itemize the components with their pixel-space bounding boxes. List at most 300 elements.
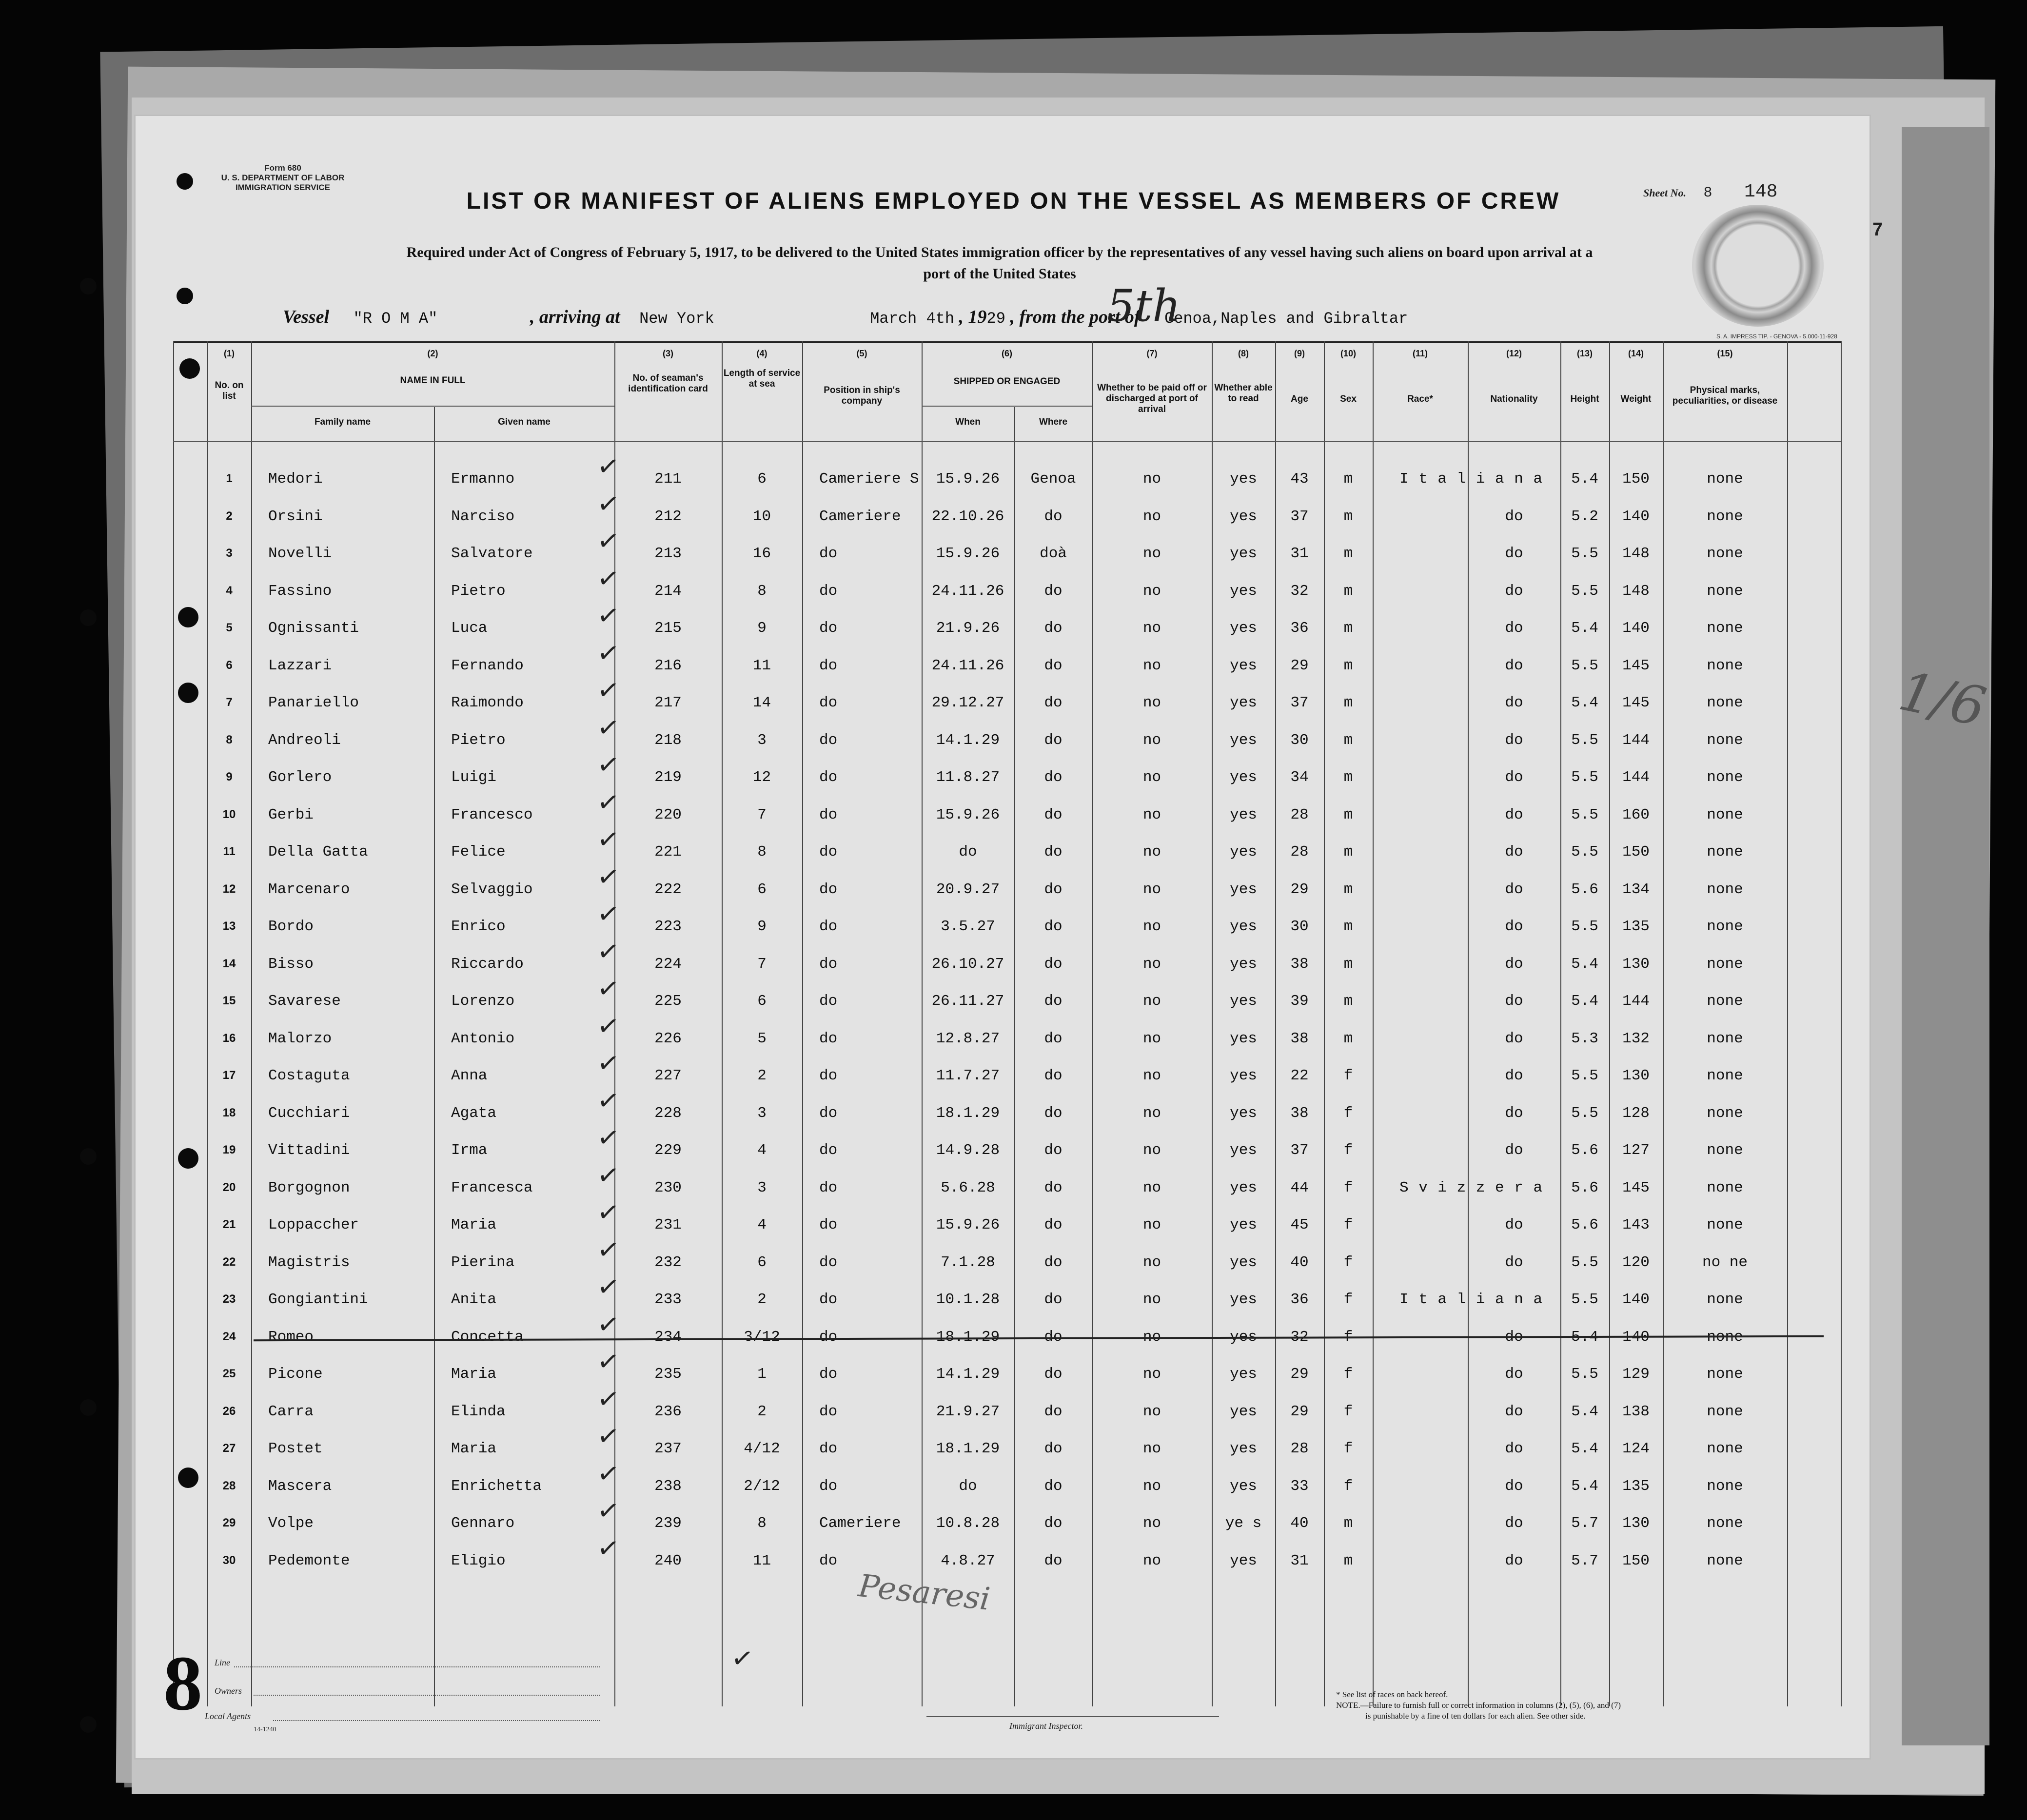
cell-age: 32 (1290, 583, 1309, 600)
cell-race: I t a l i a n a (1399, 1291, 1543, 1308)
line-field (234, 1666, 600, 1667)
cell-paid: no (1142, 1030, 1161, 1047)
cell-nationality: do (1505, 508, 1523, 525)
cell-read: yes (1230, 657, 1257, 674)
cell-position: do (819, 694, 838, 711)
cell-family: Gerbi (268, 806, 314, 823)
check-mark-icon: ✓ (595, 1009, 622, 1043)
cell-length: 6 (757, 993, 767, 1010)
cell-sex: m (1343, 956, 1353, 973)
cell-read: yes (1230, 1552, 1257, 1569)
cell-paid: no (1142, 1552, 1161, 1569)
cell-age: 30 (1290, 732, 1309, 749)
header-shipped-engaged: SHIPPED OR ENGAGED (953, 376, 1061, 387)
cell-when: 22.10.26 (931, 508, 1004, 525)
cell-read: yes (1230, 694, 1257, 711)
cell-when: 11.8.27 (936, 769, 1000, 786)
check-mark-icon: ✓ (595, 1494, 622, 1527)
header-length-of-service: Length of service at sea (723, 368, 801, 389)
cell-card: 227 (654, 1067, 682, 1084)
cell-height: 5.5 (1571, 545, 1598, 562)
cell-marks: none (1707, 545, 1743, 562)
cell-length: 3 (757, 1179, 767, 1196)
punch-hole-icon (80, 1148, 97, 1165)
cell-race: I t a l i a n a (1399, 470, 1543, 488)
cell-length: 4/12 (744, 1440, 780, 1457)
cell-length: 8 (757, 843, 767, 861)
vessel-name: "R O M A" (353, 310, 438, 328)
cell-sex: f (1343, 1291, 1353, 1308)
cell-where: do (1044, 694, 1063, 711)
cell-where: do (1044, 1254, 1063, 1271)
cell-read: yes (1230, 470, 1257, 488)
cell-read: ye s (1225, 1515, 1262, 1532)
footnote (1336, 1689, 1824, 1722)
cell-card: 237 (654, 1440, 682, 1457)
cell-card: 211 (654, 470, 682, 488)
cell-height: 5.5 (1571, 843, 1598, 861)
owners-field (254, 1695, 600, 1696)
cell-given: Pietro (451, 732, 506, 749)
cell-age: 40 (1290, 1515, 1309, 1532)
cell-weight: 140 (1622, 508, 1650, 525)
cell-height: 5.4 (1571, 694, 1598, 711)
cell-weight: 144 (1622, 993, 1650, 1010)
cell-marks: none (1707, 1552, 1743, 1569)
cell-no: 13 (222, 920, 236, 933)
cell-marks: none (1707, 1105, 1743, 1122)
cell-given: Elinda (451, 1403, 506, 1420)
cell-read: yes (1230, 806, 1257, 823)
cell-paid: no (1142, 1142, 1161, 1159)
page-title: LIST OR MANIFEST OF ALIENS EMPLOYED ON THE VESSEL AS MEMBERS OF CREW (466, 188, 1561, 214)
cell-card: 215 (654, 620, 682, 637)
cell-where: do (1044, 1366, 1063, 1383)
cell-length: 16 (752, 545, 771, 562)
cell-when: do (959, 843, 977, 861)
cell-marks: none (1707, 508, 1743, 525)
cell-paid: no (1142, 993, 1161, 1010)
cell-paid: no (1142, 1067, 1161, 1084)
cell-sex: m (1343, 694, 1353, 711)
header-height: Height (1570, 394, 1599, 404)
check-mark-icon: ✓ (595, 524, 622, 558)
cell-given: Irma (451, 1142, 488, 1159)
cell-given: Narciso (451, 508, 515, 525)
cell-weight: 134 (1622, 881, 1650, 898)
cell-position: do (819, 1030, 838, 1047)
cell-age: 31 (1290, 545, 1309, 562)
cell-where: do (1044, 1403, 1063, 1420)
cell-position: do (819, 1552, 838, 1569)
punch-hole-icon (177, 173, 193, 190)
cell-no: 30 (222, 1554, 236, 1567)
cell-read: yes (1230, 1030, 1257, 1047)
cell-card: 238 (654, 1478, 682, 1495)
arrival-date: March 4th (870, 310, 955, 328)
column-rule (1373, 341, 1374, 1706)
form-code: 14-1240 (254, 1726, 276, 1733)
cell-position: do (819, 1478, 838, 1495)
cell-height: 5.2 (1571, 508, 1598, 525)
cell-height: 5.5 (1571, 657, 1598, 674)
cell-when: 10.1.28 (936, 1291, 1000, 1308)
column-number: (15) (1717, 349, 1733, 358)
cell-where: do (1044, 1067, 1063, 1084)
column-number: (1) (224, 349, 235, 358)
cell-weight: 144 (1622, 769, 1650, 786)
cell-sex: m (1343, 918, 1353, 935)
cell-family: Medori (268, 470, 323, 488)
cell-nationality: do (1505, 993, 1523, 1010)
header-rule (922, 406, 1092, 407)
cell-nationality: do (1505, 1440, 1523, 1457)
column-number: (12) (1506, 349, 1522, 358)
cell-marks: none (1707, 1366, 1743, 1383)
cell-card: 222 (654, 881, 682, 898)
cell-height: 5.6 (1571, 881, 1598, 898)
cell-sex: m (1343, 769, 1353, 786)
cell-when: 5.6.28 (941, 1179, 995, 1196)
cell-nationality: do (1505, 1329, 1523, 1346)
cell-sex: m (1343, 732, 1353, 749)
cell-weight: 127 (1622, 1142, 1650, 1159)
cell-weight: 130 (1622, 956, 1650, 973)
cell-where: do (1044, 918, 1063, 935)
arrival-year: 29 (986, 310, 1005, 328)
cell-height: 5.5 (1571, 1366, 1598, 1383)
cell-age: 32 (1290, 1329, 1309, 1346)
paper-stack-edge (1902, 127, 1989, 1745)
cell-given: Eligio (451, 1552, 506, 1569)
check-mark-icon: ✓ (595, 1270, 622, 1304)
cell-sex: m (1343, 1552, 1353, 1569)
cell-where: do (1044, 1515, 1063, 1532)
cell-position: do (819, 881, 838, 898)
cell-card: 225 (654, 993, 682, 1010)
cell-when: 10.8.28 (936, 1515, 1000, 1532)
cell-card: 239 (654, 1515, 682, 1532)
cell-sex: f (1343, 1440, 1353, 1457)
column-number: (11) (1412, 349, 1428, 358)
cell-nationality: do (1505, 769, 1523, 786)
cell-read: yes (1230, 769, 1257, 786)
column-number: (14) (1628, 349, 1644, 358)
cell-sex: f (1343, 1067, 1353, 1084)
cell-marks: none (1707, 620, 1743, 637)
check-mark-icon: ✓ (595, 1233, 622, 1267)
cell-length: 14 (752, 694, 771, 711)
cell-read: yes (1230, 918, 1257, 935)
cell-marks: none (1707, 1030, 1743, 1047)
cell-marks: none (1707, 470, 1743, 488)
cell-family: Bisso (268, 956, 314, 973)
cell-card: 235 (654, 1366, 682, 1383)
cell-card: 236 (654, 1403, 682, 1420)
cell-nationality: do (1505, 918, 1523, 935)
cell-length: 7 (757, 806, 767, 823)
cell-when: 20.9.27 (936, 881, 1000, 898)
cell-given: Riccardo (451, 956, 524, 973)
cell-marks: none (1707, 843, 1743, 861)
cell-where: do (1044, 583, 1063, 600)
cell-paid: no (1142, 1515, 1161, 1532)
cell-weight: 132 (1622, 1030, 1650, 1047)
cell-age: 45 (1290, 1216, 1309, 1233)
check-mark-icon: ✓ (595, 487, 622, 521)
cell-no: 26 (222, 1405, 236, 1418)
cell-no: 21 (222, 1218, 236, 1231)
cell-read: yes (1230, 1142, 1257, 1159)
cell-marks: none (1707, 1142, 1743, 1159)
cell-length: 3/12 (744, 1329, 780, 1346)
cell-card: 219 (654, 769, 682, 786)
cell-age: 38 (1290, 1030, 1309, 1047)
cell-length: 2 (757, 1291, 767, 1308)
cell-no: 28 (222, 1479, 236, 1492)
cell-where: do (1044, 1216, 1063, 1233)
check-mark-icon: ✓ (595, 822, 622, 856)
cell-given: Selvaggio (451, 881, 533, 898)
cell-marks: none (1707, 583, 1743, 600)
cell-paid: no (1142, 583, 1161, 600)
cell-sex: f (1343, 1142, 1353, 1159)
check-mark-icon: ✓ (595, 748, 622, 782)
cell-family: Magistris (268, 1254, 350, 1271)
header-name-in-full: NAME IN FULL (400, 375, 466, 386)
cell-height: 5.4 (1571, 470, 1598, 488)
cell-family: Panariello (268, 694, 359, 711)
column-number: (7) (1146, 349, 1158, 358)
cell-position: do (819, 1366, 838, 1383)
cell-nationality: do (1505, 620, 1523, 637)
cell-age: 43 (1290, 470, 1309, 488)
cell-weight: 130 (1622, 1515, 1650, 1532)
column-number: (6) (1002, 349, 1012, 358)
cell-sex: f (1343, 1105, 1353, 1122)
cell-given: Gennaro (451, 1515, 515, 1532)
cell-given: Luca (451, 620, 488, 637)
cell-age: 36 (1290, 620, 1309, 637)
cell-position: do (819, 1291, 838, 1308)
header-paid-off: Whether to be paid off or discharged at port of arrival (1097, 383, 1207, 414)
punch-hole-icon (80, 1399, 97, 1416)
cell-marks: none (1707, 1440, 1743, 1457)
cell-weight: 138 (1622, 1403, 1650, 1420)
vessel-label: Vessel (283, 307, 329, 327)
cell-nationality: do (1505, 1366, 1523, 1383)
cell-no: 6 (226, 659, 233, 672)
cell-age: 39 (1290, 993, 1309, 1010)
cell-where: do (1044, 881, 1063, 898)
check-mark-icon: ✓ (595, 599, 622, 632)
cell-sex: m (1343, 470, 1353, 488)
cell-age: 28 (1290, 1440, 1309, 1457)
cell-height: 5.5 (1571, 583, 1598, 600)
cell-length: 11 (752, 1552, 771, 1569)
cell-where: do (1044, 1440, 1063, 1457)
cell-given: Anna (451, 1067, 488, 1084)
cell-marks: none (1707, 1329, 1743, 1346)
cell-paid: no (1142, 1440, 1161, 1457)
cell-age: 29 (1290, 1366, 1309, 1383)
cell-position: do (819, 1216, 838, 1233)
cell-weight: 140 (1622, 620, 1650, 637)
cell-card: 224 (654, 956, 682, 973)
cell-sex: f (1343, 1478, 1353, 1495)
cell-length: 2 (757, 1067, 767, 1084)
cell-card: 233 (654, 1291, 682, 1308)
cell-nationality: do (1505, 583, 1523, 600)
cell-paid: no (1142, 769, 1161, 786)
cell-when: 15.9.26 (936, 806, 1000, 823)
column-rule (1841, 341, 1842, 1706)
cell-when: 11.7.27 (936, 1067, 1000, 1084)
cell-card: 230 (654, 1179, 682, 1196)
vessel-line (283, 306, 1408, 328)
cell-position: do (819, 1440, 838, 1457)
arrival-port: New York (639, 310, 714, 328)
cell-nationality: do (1505, 806, 1523, 823)
cell-family: Gorlero (268, 769, 332, 786)
cell-nationality: do (1505, 1067, 1523, 1084)
column-rule (251, 341, 252, 1706)
column-number: (5) (856, 349, 867, 358)
cell-family: Andreoli (268, 732, 341, 749)
cell-family: Novelli (268, 545, 332, 562)
cell-paid: no (1142, 843, 1161, 861)
cell-position: Cameriere S (819, 470, 919, 488)
cell-nationality: do (1505, 843, 1523, 861)
cell-marks: none (1707, 769, 1743, 786)
cell-nationality: do (1505, 956, 1523, 973)
cell-sex: m (1343, 806, 1353, 823)
cell-when: 14.1.29 (936, 732, 1000, 749)
cell-sex: f (1343, 1366, 1353, 1383)
service-name: IMMIGRATION SERVICE (236, 183, 330, 192)
cell-paid: no (1142, 1216, 1161, 1233)
column-number: (13) (1576, 349, 1593, 358)
cell-read: yes (1230, 1329, 1257, 1346)
cell-length: 8 (757, 583, 767, 600)
cell-length: 12 (752, 769, 771, 786)
cell-when: 24.11.26 (931, 657, 1004, 674)
check-mark-icon: ✓ (595, 450, 622, 483)
form-number: Form 680 (264, 163, 301, 173)
cell-read: yes (1230, 881, 1257, 898)
check-mark-icon: ✓ (595, 562, 622, 595)
cell-card: 223 (654, 918, 682, 935)
cell-position: Cameriere (819, 508, 901, 525)
cell-paid: no (1142, 806, 1161, 823)
cell-family: Bordo (268, 918, 314, 935)
cell-when: 15.9.26 (936, 1216, 1000, 1233)
check-mark-icon: ✓ (595, 1419, 622, 1453)
cell-paid: no (1142, 1179, 1161, 1196)
cell-where: doà (1040, 545, 1067, 562)
cell-position: do (819, 1329, 838, 1346)
cell-family: Pedemonte (268, 1552, 350, 1569)
cell-length: 6 (757, 1254, 767, 1271)
header-id-card: No. of seaman's identification card (628, 373, 708, 394)
cell-no: 29 (222, 1516, 236, 1529)
cell-when: 18.1.29 (936, 1105, 1000, 1122)
cell-weight: 124 (1622, 1440, 1650, 1457)
handwritten-date: 5th (1107, 280, 1181, 332)
local-agents-field (273, 1720, 600, 1721)
column-rule (434, 407, 435, 1706)
cell-given: Maria (451, 1366, 497, 1383)
cell-paid: no (1142, 1254, 1161, 1271)
cell-height: 5.5 (1571, 1254, 1598, 1271)
cell-height: 5.5 (1571, 806, 1598, 823)
cell-no: 11 (223, 845, 236, 858)
cell-read: yes (1230, 956, 1257, 973)
punch-hole-icon (80, 1716, 97, 1733)
column-rule (207, 341, 208, 1706)
cell-paid: no (1142, 694, 1161, 711)
cell-height: 5.4 (1571, 1329, 1598, 1346)
header-nationality: Nationality (1490, 394, 1538, 404)
inspector-signature: Pesaresi (856, 1568, 992, 1618)
cell-family: Loppaccher (268, 1216, 359, 1233)
cell-position: do (819, 732, 838, 749)
footnote-warning: NOTE.—Failure to furnish full or correct information in columns (2), (5), (6), and (7) (1336, 1701, 1621, 1710)
cell-nationality: do (1505, 694, 1523, 711)
cell-age: 37 (1290, 694, 1309, 711)
cell-race: S v i z z e r a (1399, 1179, 1543, 1196)
cell-when: 18.1.29 (936, 1329, 1000, 1346)
cell-length: 6 (757, 470, 767, 488)
cell-given: Maria (451, 1216, 497, 1233)
cell-given: Fernando (451, 657, 524, 674)
cell-weight: 150 (1622, 1552, 1650, 1569)
cell-length: 2 (757, 1403, 767, 1420)
cell-given: Pierina (451, 1254, 515, 1271)
cell-nationality: do (1505, 1142, 1523, 1159)
cell-position: do (819, 1179, 838, 1196)
cell-age: 36 (1290, 1291, 1309, 1308)
cell-family: Borgognon (268, 1179, 350, 1196)
cell-no: 24 (222, 1330, 236, 1343)
cell-where: do (1044, 993, 1063, 1010)
cell-weight: 150 (1622, 470, 1650, 488)
cell-card: 234 (654, 1329, 682, 1346)
local-agents-label: Local Agents (205, 1711, 251, 1721)
check-mark-icon: ✓ (595, 1457, 622, 1490)
cell-height: 5.5 (1571, 1067, 1598, 1084)
departure-ports: Genoa,Naples and Gibraltar (1164, 310, 1408, 328)
cell-family: Lazzari (268, 657, 332, 674)
cell-position: do (819, 1142, 838, 1159)
header-family-name: Family name (314, 417, 371, 427)
cell-where: do (1044, 843, 1063, 861)
cell-height: 5.4 (1571, 1403, 1598, 1420)
column-number: (9) (1294, 349, 1305, 358)
cell-length: 3 (757, 1105, 767, 1122)
check-mark-icon: ✓ (595, 1046, 622, 1080)
cell-weight: 145 (1622, 1179, 1650, 1196)
cell-position: do (819, 657, 838, 674)
cell-where: do (1044, 806, 1063, 823)
cell-height: 5.7 (1571, 1552, 1598, 1569)
header-age: Age (1291, 394, 1308, 404)
cell-no: 4 (226, 584, 233, 597)
check-mark-icon: ✓ (595, 1531, 622, 1565)
cell-length: 3 (757, 732, 767, 749)
cell-nationality: do (1505, 545, 1523, 562)
cell-sex: m (1343, 583, 1353, 600)
